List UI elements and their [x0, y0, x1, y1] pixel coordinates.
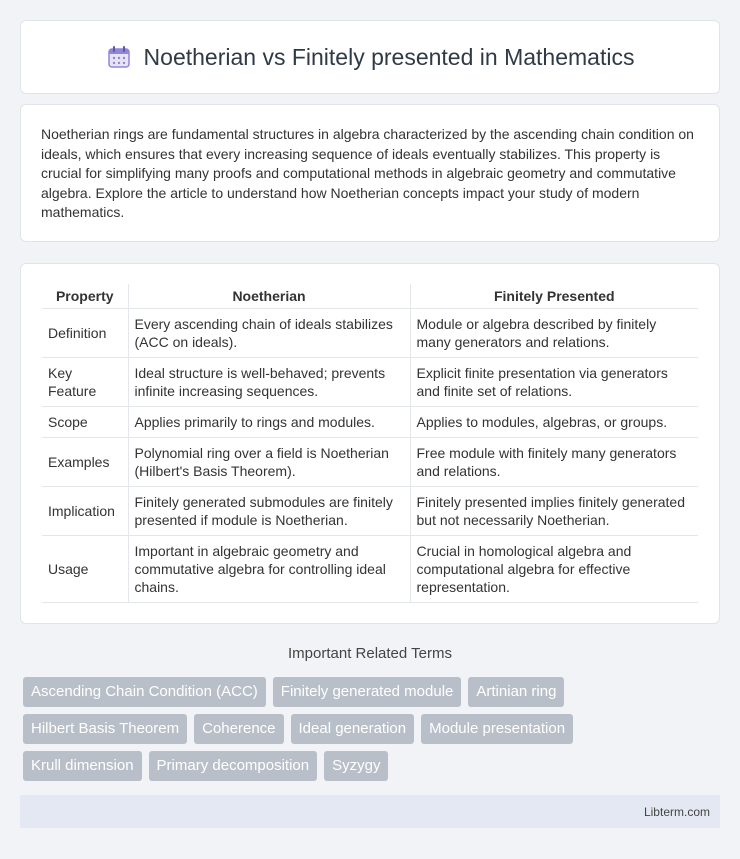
related-term-tag[interactable]: Syzygy — [324, 751, 388, 781]
related-term-tag[interactable]: Hilbert Basis Theorem — [23, 714, 187, 744]
table-row — [42, 536, 698, 603]
footer — [20, 795, 720, 828]
table-header-row — [42, 284, 698, 309]
related-term-tag[interactable]: Ideal generation — [291, 714, 415, 744]
related-terms-title: Important Related Terms — [288, 645, 452, 662]
table-row — [42, 487, 698, 536]
related-term-tag[interactable]: Ascending Chain Condition (ACC) — [23, 677, 266, 707]
comparison-table — [42, 284, 698, 603]
related-term-tag[interactable]: Artinian ring — [468, 677, 564, 707]
column-header-property: Property — [42, 284, 128, 309]
table-cell-finitely-presented: Applies to modules, algebras, or groups. — [410, 407, 698, 438]
related-terms-list — [23, 677, 623, 781]
table-cell-noetherian: Applies primarily to rings and modules. — [128, 407, 410, 438]
column-header-finitely-presented: Finitely Presented — [410, 284, 698, 309]
table-cell-property: Implication — [42, 487, 128, 536]
table-cell-noetherian: Polynomial ring over a field is Noetherian (Hilbert's Basis Theorem). — [128, 438, 410, 487]
table-row — [42, 309, 698, 358]
table-row — [42, 358, 698, 407]
table-cell-property: Definition — [42, 309, 128, 358]
table-cell-noetherian: Important in algebraic geometry and commutative algebra for controlling ideal chains. — [128, 536, 410, 603]
related-term-tag[interactable]: Coherence — [194, 714, 283, 744]
related-term-tag[interactable]: Finitely generated module — [273, 677, 462, 707]
title-card — [20, 20, 720, 94]
page-title: Noetherian vs Finitely presented in Mathematics — [143, 43, 635, 70]
table-cell-property: Scope — [42, 407, 128, 438]
table-cell-finitely-presented: Crucial in homological algebra and computational algebra for effective representation. — [410, 536, 698, 603]
table-cell-finitely-presented: Explicit finite presentation via generators and finite set of relations. — [410, 358, 698, 407]
comparison-table-card — [20, 263, 720, 624]
table-cell-noetherian: Ideal structure is well-behaved; prevents infinite increasing sequences. — [128, 358, 410, 407]
table-row — [42, 438, 698, 487]
intro-card — [20, 104, 720, 242]
table-cell-noetherian: Finitely generated submodules are finitely presented if module is Noetherian. — [128, 487, 410, 536]
related-term-tag[interactable]: Krull dimension — [23, 751, 142, 781]
table-cell-property: Usage — [42, 536, 128, 603]
table-cell-finitely-presented: Module or algebra described by finitely many generators and relations. — [410, 309, 698, 358]
table-cell-finitely-presented: Finitely presented implies finitely generated but not necessarily Noetherian. — [410, 487, 698, 536]
column-header-noetherian: Noetherian — [128, 284, 410, 309]
related-term-tag[interactable]: Primary decomposition — [149, 751, 318, 781]
table-cell-property: Examples — [42, 438, 128, 487]
calendar-icon — [106, 44, 132, 70]
table-cell-finitely-presented: Free module with finitely many generators and relations. — [410, 438, 698, 487]
related-term-tag[interactable]: Module presentation — [421, 714, 573, 744]
footer-site-link[interactable]: Libterm.com — [643, 804, 710, 819]
table-row — [42, 407, 698, 438]
intro-text: Noetherian rings are fundamental structures in algebra characterized by the ascending chain condition on ideals, which ensures that every increasing sequence of ideals eventually stabilizes. This property is crucial for simplifying many proofs and computational methods in algebraic geometry and commutative algebra. Explore the article to understand how Noetherian concepts impact your study of modern mathematics. — [41, 126, 694, 220]
table-cell-property: Key Feature — [42, 358, 128, 407]
table-cell-noetherian: Every ascending chain of ideals stabilizes (ACC on ideals). — [128, 309, 410, 358]
